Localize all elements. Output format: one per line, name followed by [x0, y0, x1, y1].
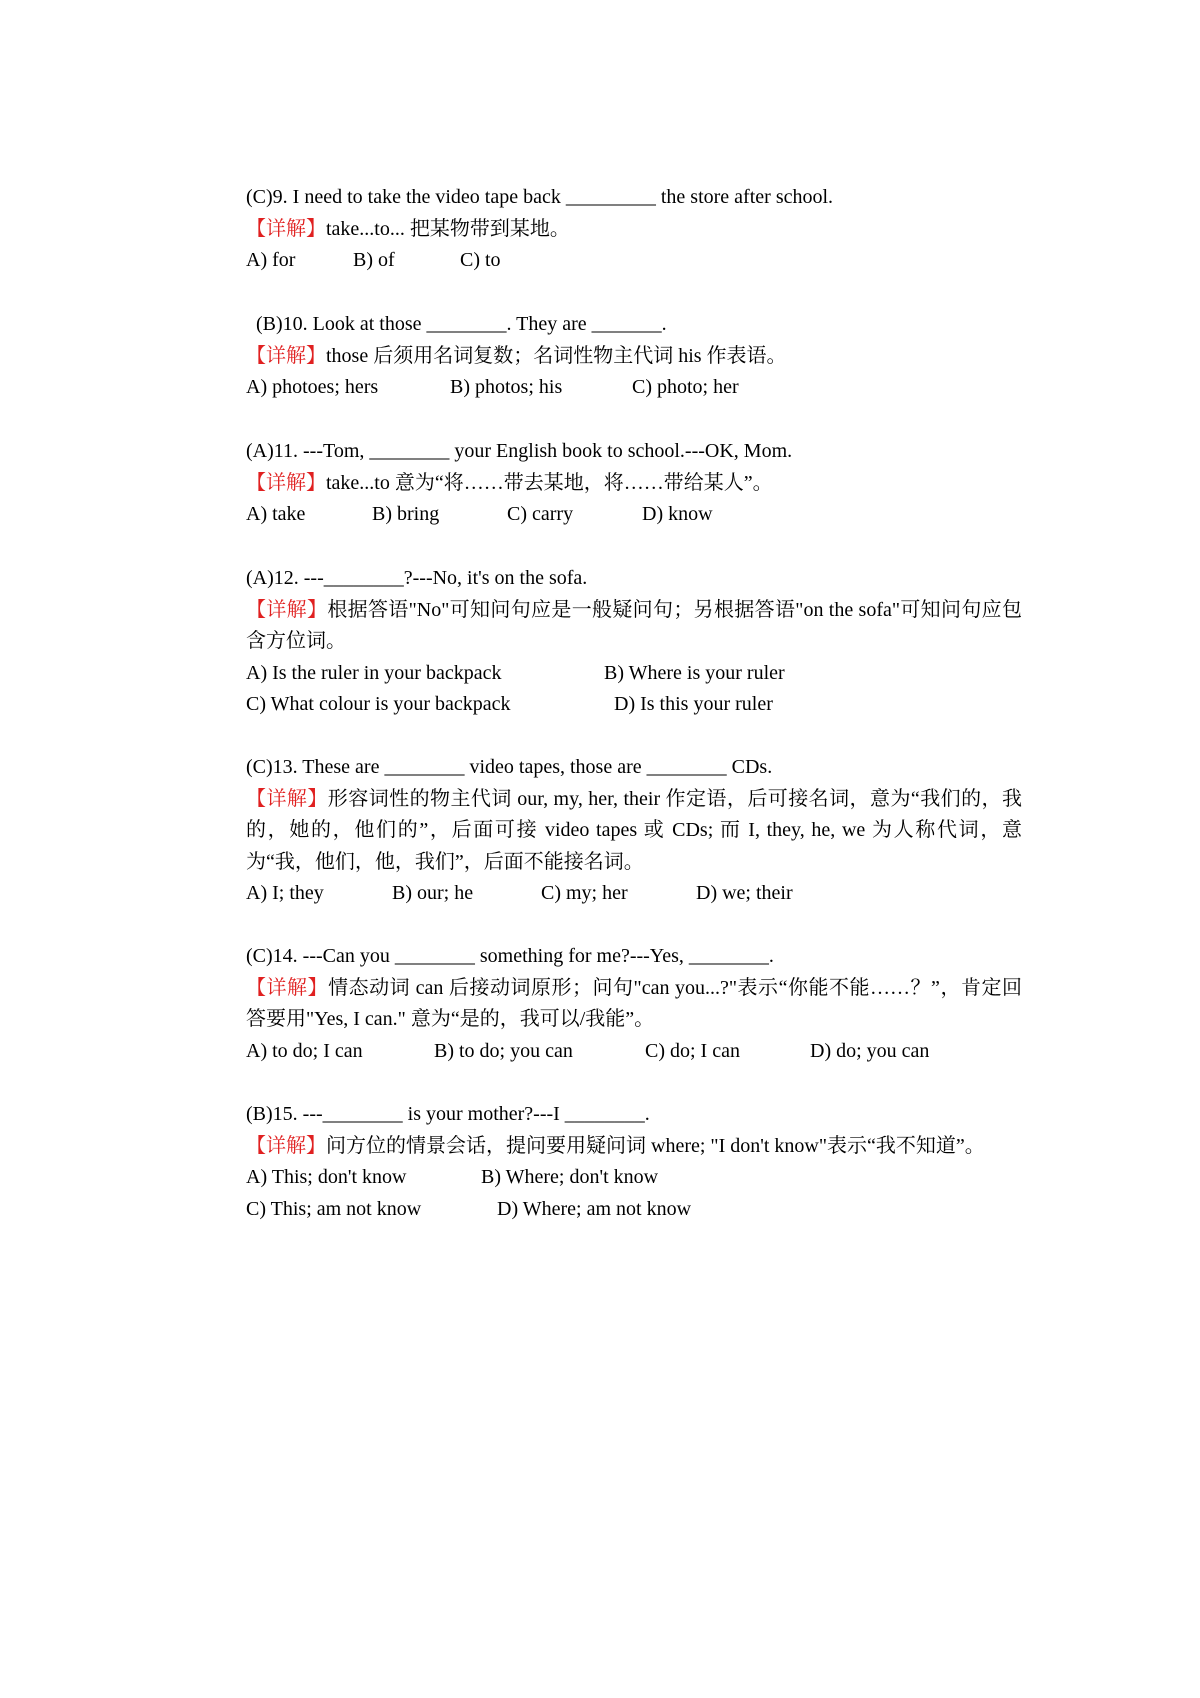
explanation: [182, 784, 1022, 879]
question-stem: (C)13. These are ________ video tapes, those are ________ CDs.: [246, 756, 773, 778]
option-a: A) take: [246, 503, 306, 525]
question-9: [182, 182, 1022, 277]
explanation-tag: 【详解】: [246, 598, 328, 621]
option-d: D) know: [642, 503, 713, 525]
explanation-text: 情态动词 can 后接动词原形；问句"can you...?"表示“你能不能……？”，肯定回答要用"Yes, I can." 意为“是的，我可以/我能”。: [246, 976, 1022, 1030]
explanation-text: 形容词性的物主代词 our, my, her, their 作定语，后可接名词，意为“我们的，我的，她的，他们的”，后面可接 video tapes 或 CDs; 而 I, they, he, we 为人称代词，意为“我，他们，他，我们”，后面不能接名词。: [246, 787, 1023, 873]
options-row: [182, 689, 1022, 721]
options-row: [182, 658, 1022, 690]
question-stem: (C)9. I need to take the video tape back _________ the store after school.: [246, 186, 834, 208]
question-stem: (C)14. ---Can you ________ something for me?---Yes, ________.: [246, 945, 774, 967]
options-row: [182, 372, 1022, 404]
explanation-tag: 【详解】: [246, 787, 328, 810]
option-b: B) our; he: [392, 882, 474, 904]
option-c: C) What colour is your backpack: [246, 693, 511, 715]
question-stem: (A)11. ---Tom, ________ your English book to school.---OK, Mom.: [246, 440, 793, 462]
option-c: C) my; her: [541, 882, 628, 904]
option-b: B) photos; his: [450, 376, 563, 398]
option-a: A) I; they: [246, 882, 324, 904]
explanation-text: 根据答语"No"可知问句应是一般疑问句；另根据答语"on the sofa"可知问句应包含方位词。: [246, 598, 1022, 652]
option-c: C) carry: [507, 503, 574, 525]
explanation: [182, 595, 1022, 658]
explanation-tag: 【详解】: [246, 1134, 326, 1157]
option-c: C) do; I can: [645, 1039, 740, 1062]
question-13: [182, 752, 1022, 910]
explanation-text: 问方位的情景会话，提问要用疑问词 where; "I don't know"表示“我不知道”。: [326, 1134, 985, 1157]
option-a: A) Is the ruler in your backpack: [246, 661, 502, 684]
option-d: D) Is this your ruler: [614, 693, 773, 715]
question-stem: (B)10. Look at those ________. They are _______.: [256, 313, 667, 335]
option-a: A) for: [246, 249, 296, 271]
explanation: [182, 973, 1022, 1036]
option-a: A) photoes; hers: [246, 376, 379, 398]
question-12: [182, 563, 1022, 721]
question-15: [182, 1099, 1022, 1225]
options-row: [182, 878, 1022, 910]
option-b: B) of: [353, 249, 395, 271]
option-a: A) to do; I can: [246, 1039, 363, 1062]
options-row: [182, 245, 1022, 277]
question-11: [182, 436, 1022, 531]
explanation-tag: 【详解】: [246, 471, 326, 494]
option-d: D) we; their: [696, 882, 793, 904]
option-b: B) to do; you can: [434, 1039, 573, 1062]
question-stem: (B)15. ---________ is your mother?---I ________.: [246, 1103, 650, 1125]
explanation-tag: 【详解】: [246, 217, 326, 240]
option-d: D) Where; am not know: [497, 1197, 692, 1220]
options-row: [182, 1036, 1022, 1068]
option-b: B) Where is your ruler: [604, 661, 785, 684]
options-row: [182, 499, 1022, 531]
question-14: [182, 941, 1022, 1067]
option-b: B) bring: [372, 503, 440, 525]
option-a: A) This; don't know: [246, 1166, 407, 1188]
explanation: [182, 468, 1022, 500]
explanation: [182, 341, 1022, 373]
question-10: [182, 309, 1022, 404]
explanation-text: take...to... 把某物带到某地。: [326, 217, 570, 240]
options-row: [182, 1162, 1022, 1194]
option-b: B) Where; don't know: [481, 1166, 659, 1188]
option-c: C) photo; her: [632, 376, 739, 398]
option-d: D) do; you can: [810, 1039, 930, 1062]
explanation-text: take...to 意为“将……带去某地，将……带给某人”。: [326, 471, 773, 494]
options-row: [182, 1194, 1022, 1226]
option-c: C) to: [460, 249, 501, 271]
question-stem: (A)12. ---________?---No, it's on the sofa.: [246, 567, 588, 589]
explanation-tag: 【详解】: [246, 976, 329, 999]
explanation: [182, 214, 1022, 246]
explanation: [182, 1131, 1022, 1163]
explanation-tag: 【详解】: [246, 344, 326, 367]
option-c: C) This; am not know: [246, 1197, 422, 1220]
explanation-text: those 后须用名词复数；名词性物主代词 his 作表语。: [326, 344, 787, 367]
